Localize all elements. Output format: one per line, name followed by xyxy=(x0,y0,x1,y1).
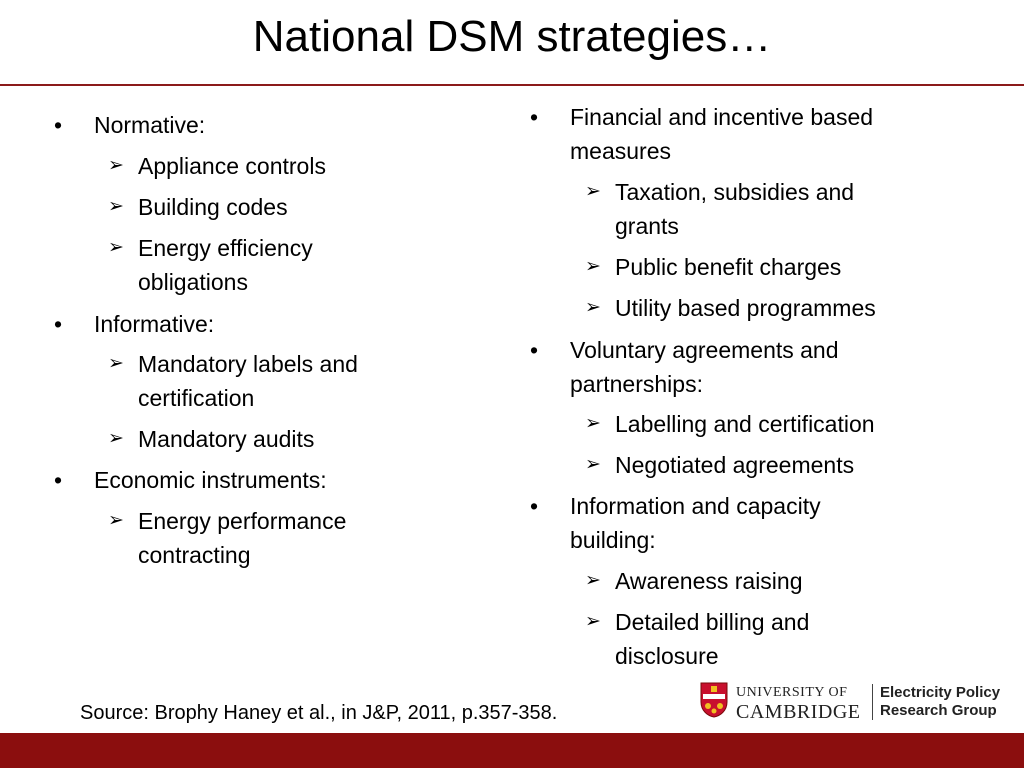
arrow-bullet-icon: ➢ xyxy=(108,428,124,449)
bullet-dot-icon: • xyxy=(54,311,63,337)
research-group-name: Electricity Policy Research Group xyxy=(880,684,1001,719)
cambridge-eprg-logo xyxy=(700,680,1020,728)
arrow-bullet-icon: ➢ xyxy=(108,510,124,531)
arrow-bullet-icon: ➢ xyxy=(108,155,124,176)
arrow-bullet-icon: ➢ xyxy=(585,181,601,202)
arrow-bullet-icon: ➢ xyxy=(108,353,124,374)
source-citation: Source: Brophy Haney et al., in J&P, 2011, p.357-358. xyxy=(80,702,558,724)
arrow-bullet-icon: ➢ xyxy=(585,454,601,475)
university-crest-icon xyxy=(700,682,728,718)
bullet-dot-icon: • xyxy=(530,104,539,130)
arrow-bullet-icon: ➢ xyxy=(108,196,124,217)
bullet-dot-icon: • xyxy=(530,493,539,519)
title-divider xyxy=(0,84,1024,86)
footer-bar xyxy=(0,733,1024,768)
bullet-dot-icon: • xyxy=(530,337,539,363)
slide-title: National DSM strategies… xyxy=(252,12,772,61)
bullet-dot-icon: • xyxy=(54,112,63,138)
arrow-bullet-icon: ➢ xyxy=(108,237,124,258)
bullet-dot-icon: • xyxy=(54,467,63,493)
arrow-bullet-icon: ➢ xyxy=(585,413,601,434)
arrow-bullet-icon: ➢ xyxy=(585,297,601,318)
arrow-bullet-icon: ➢ xyxy=(585,256,601,277)
logo-divider xyxy=(872,684,873,720)
arrow-bullet-icon: ➢ xyxy=(585,570,601,591)
university-name: UNIVERSITY OF CAMBRIDGE xyxy=(736,685,861,723)
arrow-bullet-icon: ➢ xyxy=(585,611,601,632)
